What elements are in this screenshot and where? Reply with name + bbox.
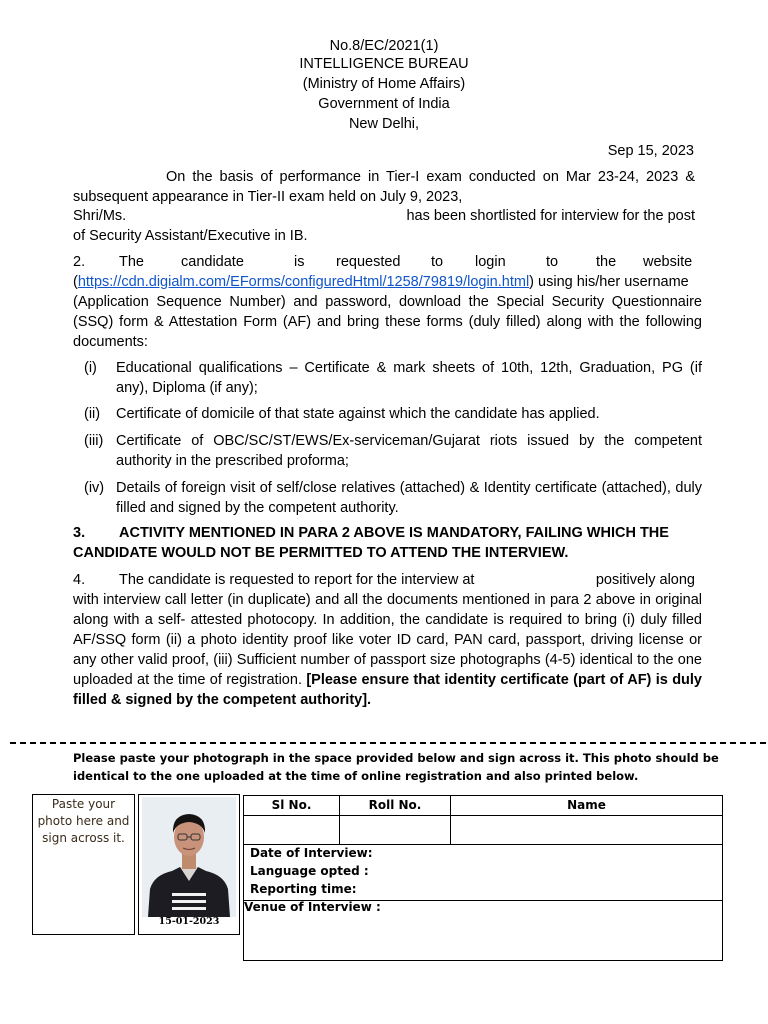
cut-line [10, 742, 766, 744]
para3-line1: ACTIVITY MENTIONED IN PARA 2 ABOVE IS MANDATORY, FAILING WHICH THE [119, 525, 669, 541]
document-item [84, 358, 702, 398]
para4-body [73, 590, 702, 710]
para2-word: is [294, 254, 305, 270]
shortlisted-text: has been shortlisted for interview for the post [406, 208, 695, 224]
para3-line2: CANDIDATE WOULD NOT BE PERMITTED TO ATTEND THE INTERVIEW. [73, 545, 569, 561]
candidate-photo [142, 797, 236, 917]
government-name: Government of India [318, 96, 450, 112]
document-text: Details of foreign visit of self/close relatives (attached) & Identity certificate (attached), duly filled and signed by the competent authority. [116, 480, 702, 516]
document-number: (iii) [84, 433, 104, 449]
para2-link-line: (https://cdn.digialm.com/EForms/configuredHtml/1258/79819/login.html) using his/her username [73, 274, 689, 290]
sl-no-cell [243, 815, 340, 845]
photo-date: 15-01-2023 [158, 916, 220, 927]
para4-lead: The candidate is requested to report for the interview at [119, 572, 475, 588]
para1-line4: of Security Assistant/Executive in IB. [73, 228, 308, 244]
para1-line1: On the basis of performance in Tier-I exam conducted on Mar 23-24, 2023 & [166, 169, 695, 185]
date-of-interview-label: Date of Interview: [250, 846, 373, 860]
para3-number: 3. [73, 525, 86, 541]
document-text: Certificate of domicile of that state against which the candidate has applied. [116, 406, 600, 422]
paste-photo-text: Paste your photo here and sign across it. [37, 797, 130, 845]
document-number: (i) [84, 360, 97, 376]
ministry-name: (Ministry of Home Affairs) [302, 76, 466, 92]
para2-word: candidate [181, 254, 244, 270]
para2-word: The [119, 254, 144, 270]
language-opted-label: Language opted : [250, 864, 369, 878]
para2-word: login [475, 254, 506, 270]
document-text: Educational qualifications – Certificate & mark sheets of 10th, 12th, Graduation, PG (if any), Diploma (if any); [116, 360, 702, 396]
para2-word: to [431, 254, 444, 270]
para2-word: the [596, 254, 617, 270]
roll-no-cell [339, 815, 451, 845]
roll-no-header: Roll No. [339, 795, 451, 816]
organization-name: INTELLIGENCE BUREAU [299, 56, 469, 72]
para4-lead-end: positively along [595, 572, 695, 588]
reporting-time-label: Reporting time: [250, 882, 357, 896]
name-cell [450, 815, 723, 845]
reference-number: No.8/EC/2021(1) [329, 38, 439, 54]
venue-label: Venue of Interview : [244, 900, 381, 914]
login-link[interactable]: https://cdn.digialm.com/EForms/configuredHtml/1258/79819/login.html [77, 274, 530, 290]
document-number: (iv) [84, 480, 105, 496]
para1-line2: subsequent appearance in Tier-II exam held on July 9, 2023, [73, 189, 463, 205]
identity-certificate-note: [Please ensure that identity certificate (part of AF) is duly filled & signed by the competent authority]. [73, 672, 702, 708]
letter-date: Sep 15, 2023 [607, 143, 694, 159]
para2-word: to [546, 254, 559, 270]
para4-body-text: with interview call letter (in duplicate) and all the documents mentioned in para 2 above in original along with a self- attested photocopy. In addition, the candidate is required to bring (i) duly filled AF/SSQ form (ii) a photo identity proof like voter ID card, PAN card, passport, driving license or any other valid proof, (iii) Sufficient number of passport size photographs (4-5) identical to the one uploaded at the time of registration. [73, 592, 702, 688]
para4-number: 4. [73, 572, 86, 588]
candidate-salutation: Shri/Ms. [73, 208, 127, 224]
sl-no-header: Sl No. [243, 795, 340, 816]
city-name: New Delhi, [348, 116, 420, 132]
document-item [84, 431, 702, 471]
document-item [84, 404, 702, 424]
document-item [84, 478, 702, 518]
para2-word: website [643, 254, 693, 270]
document-text: Certificate of OBC/SC/ST/EWS/Ex-serviceman/Gujarat riots issued by the competent authority in the prescribed proforma; [116, 433, 702, 469]
para2-number: 2. [73, 254, 86, 270]
document-number: (ii) [84, 406, 101, 422]
para2-after-link: ) using his/her username [529, 274, 689, 290]
para2-body: (Application Sequence Number) and password, download the Special Security Questionnaire (SSQ) form & Attestation Form (AF) and bring these forms (duly filled) along with the following documents: [73, 294, 702, 350]
candidate-photo-image [142, 797, 236, 917]
para2-word: requested [336, 254, 401, 270]
name-header: Name [450, 795, 723, 816]
photo-instruction: Please paste your photograph in the space provided below and sign across it. This photo should be identical to the one uploaded at the time of online registration and also printed below. [73, 751, 719, 783]
